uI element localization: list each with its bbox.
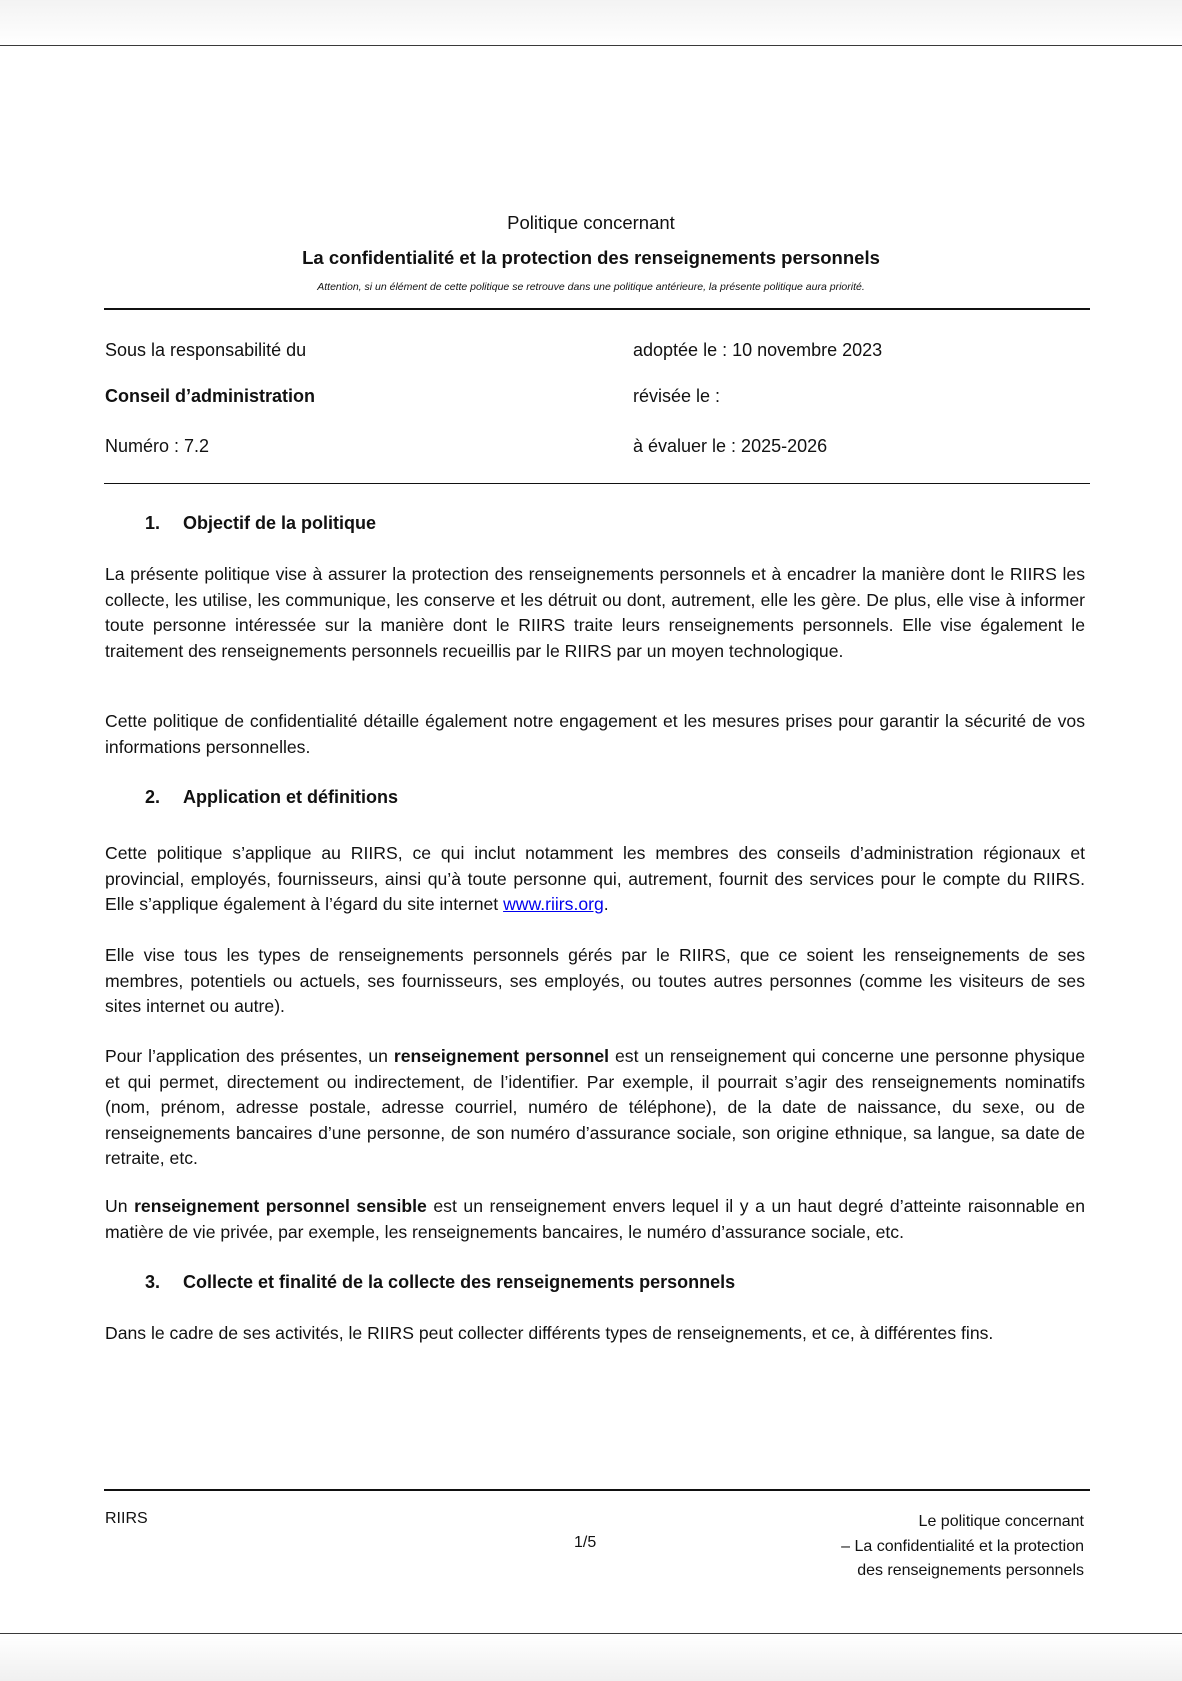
paragraph-text: est un renseignement qui concerne une personne physique et qui permet, directement ou indirectement, de l’identifier. Par exemple, il pourrait s’agir des renseignements nominatifs (nom, prénom, adresse postale, adresse courriel, numéro de téléphone), de la date de naissance, du sexe, ou de renseignements bancaires d’une personne, de son numéro d’assurance sociale, son origine ethnique, sa langue, sa date de retraite, etc. — [105, 1046, 1085, 1168]
section-3-paragraph-1: Dans le cadre de ses activités, le RIIRS peut collecter différents types de renseignements, et ce, à différentes fins. — [105, 1323, 994, 1343]
section-2-heading — [145, 787, 398, 808]
footer-document-title — [841, 1510, 1084, 1584]
footer-title-line-1: Le politique concernant — [918, 1513, 1084, 1530]
footer-title-line-2: – La confidentialité et la protection — [841, 1537, 1084, 1555]
evaluation-date: à évaluer le : 2025-2026 — [633, 436, 828, 456]
responsibility-value: Conseil d’administration — [105, 386, 316, 406]
section-1-number: 1. — [145, 513, 161, 533]
website-link[interactable]: www.riirs.org — [503, 894, 604, 914]
paragraph-text: Cette politique s’applique au RIIRS, ce qui inclut notamment les membres des conseils d’administration régionaux et provincial, employés, fournisseurs, ainsi qu’à toute personne qui, autrement, fournit des services pour le compte du RIIRS. Elle s’applique également à l’égard du site internet — [105, 843, 1085, 914]
revised-date: révisée le : — [633, 386, 721, 406]
section-2-paragraph-1 — [105, 841, 1085, 918]
policy-number: Numéro : 7.2 — [105, 436, 210, 456]
section-2-paragraph-2: Elle vise tous les types de renseignements personnels gérés par le RIIRS, que ce soient les renseignements de ses membres, potentiels ou actuels, ses fournisseurs, ses employés, ou toutes autres personnes (comme les visiteurs de ses sites internet ou autre). — [105, 945, 1085, 1016]
section-1-paragraph-1: La présente politique vise à assurer la protection des renseignements personnels et à encadrer la manière dont le RIIRS les collecte, les utilise, les communique, les conserve et les détruit ou dont, autrement, elle les gère. De plus, elle vise à informer toute personne intéressée sur la manière dont le RIIRS traite leurs renseignements personnels. Elle vise également le traitement des renseignements personnels recueillis par le RIIRS par un moyen technologique. — [105, 564, 1085, 661]
viewer-bottom-bar — [0, 1633, 1182, 1681]
header-rule — [104, 308, 1090, 310]
section-3-heading — [145, 1272, 735, 1293]
footer-page-number: 1/5 — [574, 1534, 597, 1551]
paragraph-text: . — [603, 894, 609, 914]
section-2-paragraph-4 — [105, 1194, 1085, 1245]
section-2-paragraph-3 — [105, 1044, 1085, 1172]
section-3-title: Collecte et finalité de la collecte des renseignements personnels — [183, 1272, 736, 1292]
section-3-number: 3. — [145, 1272, 161, 1292]
policy-subtitle: Politique concernant — [507, 212, 675, 233]
term-personal-information: renseignement personnel — [393, 1046, 610, 1066]
footer-rule — [104, 1489, 1090, 1491]
section-1-title: Objectif de la politique — [183, 513, 377, 533]
meta-rule — [104, 483, 1090, 484]
section-2-title: Application et définitions — [183, 787, 398, 807]
viewer-top-bar — [0, 0, 1182, 46]
document-page — [0, 46, 1182, 1632]
paragraph-text: Pour l’application des présentes, un — [105, 1046, 394, 1066]
paragraph-text: Un — [105, 1196, 135, 1216]
responsibility-label: Sous la responsabilité du — [105, 340, 307, 360]
section-1-paragraph-2: Cette politique de confidentialité détaille également notre engagement et les mesures prises pour garantir la sécurité de vos informations personnelles. — [105, 711, 1085, 757]
footer-organization: RIIRS — [105, 1510, 148, 1527]
paragraph-text: est un renseignement envers lequel il y a un haut degré d’atteinte raisonnable en matière de vie privée, par exemple, les renseignements bancaires, le numéro d’assurance sociale, etc. — [105, 1196, 1085, 1242]
footer-title-line-3: des renseignements personnels — [857, 1562, 1084, 1579]
section-2-number: 2. — [145, 787, 161, 807]
adopted-date: adoptée le : 10 novembre 2023 — [633, 340, 883, 360]
section-1-heading — [145, 513, 376, 534]
priority-note: Attention, si un élément de cette politique se retrouve dans une politique antérieure, la présente politique aura priorité. — [317, 281, 865, 293]
policy-title: La confidentialité et la protection des renseignements personnels — [302, 247, 880, 268]
term-sensitive-information: renseignement personnel sensible — [134, 1196, 427, 1216]
